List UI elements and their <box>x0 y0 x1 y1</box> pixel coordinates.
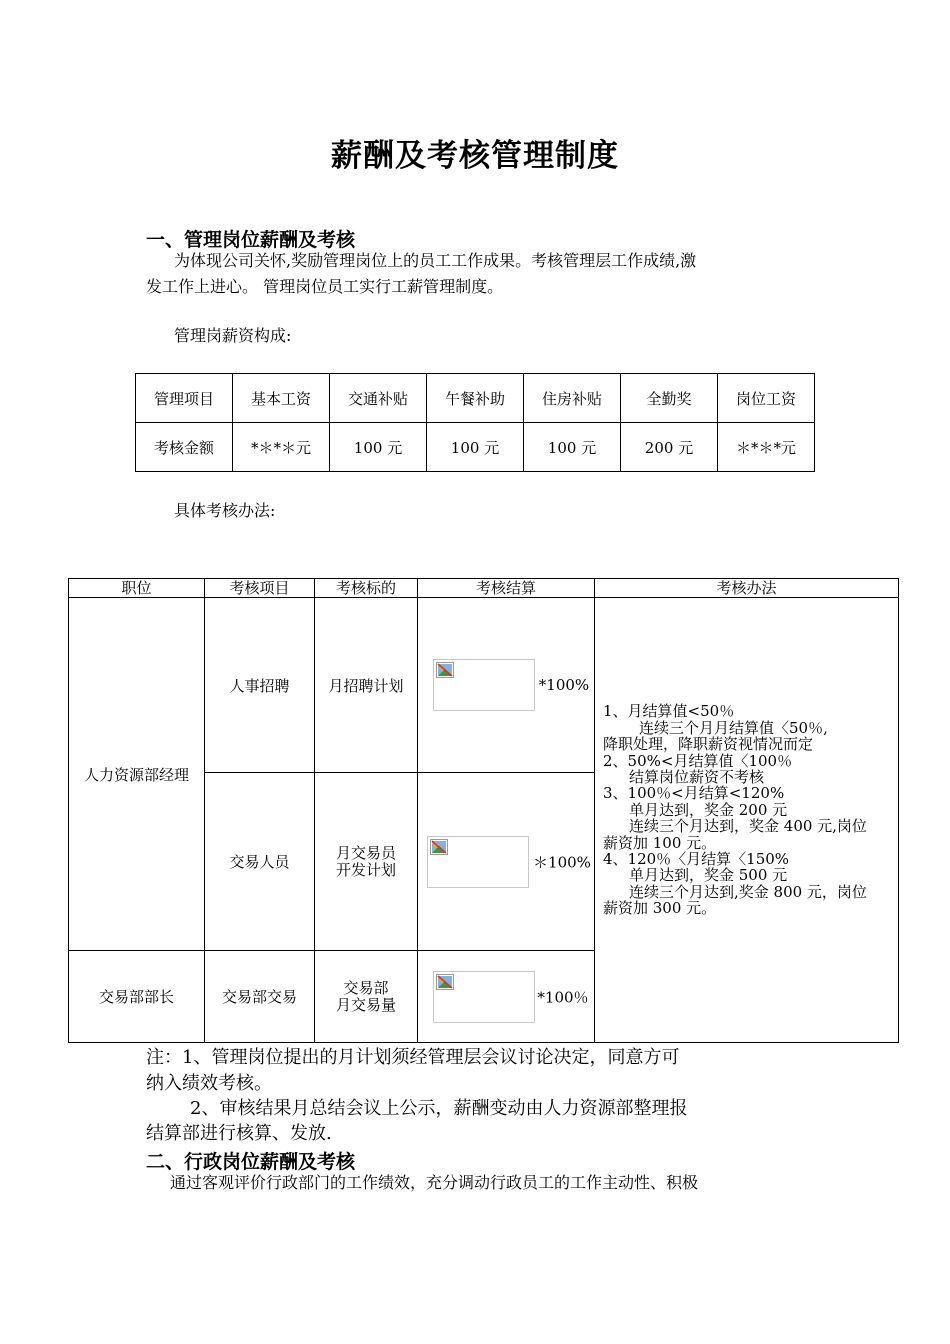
target-line: 月交易员 <box>335 843 396 862</box>
assessment-header-cell: 考核办法 <box>595 579 899 598</box>
section-1-para-line-2: 发工作上进心。 管理岗位员工实行工薪管理制度。 <box>146 277 504 296</box>
broken-image-icon <box>433 971 535 1023</box>
section-1-heading: 一、管理岗位薪酬及考核 <box>146 229 356 251</box>
section-2-para-line-1: 通过客观评价行政部门的工作绩效，充分调动行政员工的工作主动性、积极 <box>170 1173 699 1192</box>
assessment-table <box>68 578 899 1043</box>
assessment-header-cell: 考核标的 <box>315 579 418 598</box>
method-line: 1、月结算值<50％ <box>603 702 735 721</box>
method-line: 薪资加 300 元。 <box>603 899 717 918</box>
method-line: 薪资加 100 元。 <box>603 833 717 852</box>
calc-multiplier: *100％ <box>537 988 589 1006</box>
target-cell <box>315 951 418 1043</box>
calc-cell <box>418 951 595 1043</box>
target-line: 交易部 <box>343 978 389 997</box>
salary-header-cell: 岗位工资 <box>718 374 815 423</box>
method-line: 单月达到，奖金 200 元 <box>629 800 788 819</box>
method-line: 单月达到，奖金 500 元 <box>629 866 788 885</box>
page-title: 薪酬及考核管理制度 <box>331 138 619 174</box>
salary-header-cell: 基本工资 <box>233 374 330 423</box>
assessment-header-cell: 考核结算 <box>418 579 595 598</box>
salary-header-cell: 管理项目 <box>136 374 233 423</box>
salary-value-cell: 100 元 <box>427 423 524 472</box>
salary-table <box>135 373 815 472</box>
target-cell <box>315 773 418 951</box>
method-line: 4、120％〈月结算〈150% <box>603 850 790 869</box>
item-cell: 交易人员 <box>205 773 315 951</box>
salary-value-cell: *＊*＊元 <box>233 423 330 472</box>
assessment-header-cell: 考核项目 <box>205 579 315 598</box>
method-line: 连续三个月达到,奖金 800 元，岗位 <box>629 882 867 901</box>
section-2-heading: 二、行政岗位薪酬及考核 <box>146 1151 356 1173</box>
salary-header-cell: 午餐补助 <box>427 374 524 423</box>
target-line: 月交易量 <box>335 995 396 1014</box>
assessment-header-cell: 职位 <box>69 579 205 598</box>
item-cell: 人事招聘 <box>205 598 315 773</box>
note-line-4: 结算部进行核算、发放. <box>146 1123 332 1144</box>
method-line: 2、50%<月结算值〈100％ <box>603 751 793 770</box>
method-line: 3、100％<月结算<120% <box>603 784 785 803</box>
calc-multiplier: ＊100% <box>533 853 591 871</box>
note-line-2: 纳入绩效考核。 <box>146 1073 272 1094</box>
note-line-3: 2、审核结果月总结会议上公示，薪酬变动由人力资源部整理报 <box>190 1098 688 1119</box>
assessment-row <box>69 598 899 773</box>
position-cell: 人力资源部经理 <box>69 598 205 951</box>
salary-value-cell: ＊*＊*元 <box>718 423 815 472</box>
salary-intro: 管理岗薪资构成: <box>174 326 292 345</box>
salary-value-cell: 100 元 <box>330 423 427 472</box>
assessment-header-row <box>69 579 899 598</box>
target-line: 开发计划 <box>335 860 396 879</box>
target-cell: 月招聘计划 <box>315 598 418 773</box>
salary-table-value-row <box>136 423 815 472</box>
salary-value-cell: 200 元 <box>621 423 718 472</box>
method-line: 连续三个月月结算值〈50％, <box>639 718 828 737</box>
broken-image-icon <box>427 836 529 888</box>
broken-image-icon <box>433 659 535 711</box>
item-cell: 交易部交易 <box>205 951 315 1043</box>
salary-header-cell: 全勤奖 <box>621 374 718 423</box>
note-line-1: 注：1、管理岗位提出的月计划须经管理层会议讨论决定，同意方可 <box>146 1047 680 1068</box>
salary-header-cell: 交通补贴 <box>330 374 427 423</box>
method-line: 连续三个月达到，奖金 400 元,岗位 <box>629 817 867 836</box>
method-line: 降职处理，降职薪资视情况而定 <box>603 735 814 754</box>
calc-cell <box>418 773 595 951</box>
salary-table-header-row <box>136 374 815 423</box>
salary-header-cell: 住房补贴 <box>524 374 621 423</box>
position-cell: 交易部部长 <box>69 951 205 1043</box>
calc-cell <box>418 598 595 773</box>
salary-value-cell: 考核金额 <box>136 423 233 472</box>
calc-multiplier: *100% <box>538 676 590 694</box>
method-cell <box>595 598 899 1043</box>
method-intro: 具体考核办法: <box>174 501 276 520</box>
section-1-para-line-1: 为体现公司关怀,奖励管理岗位上的员工工作成果。考核管理层工作成绩,激 <box>174 251 697 270</box>
salary-value-cell: 100 元 <box>524 423 621 472</box>
method-line: 结算岗位薪资不考核 <box>629 767 765 786</box>
